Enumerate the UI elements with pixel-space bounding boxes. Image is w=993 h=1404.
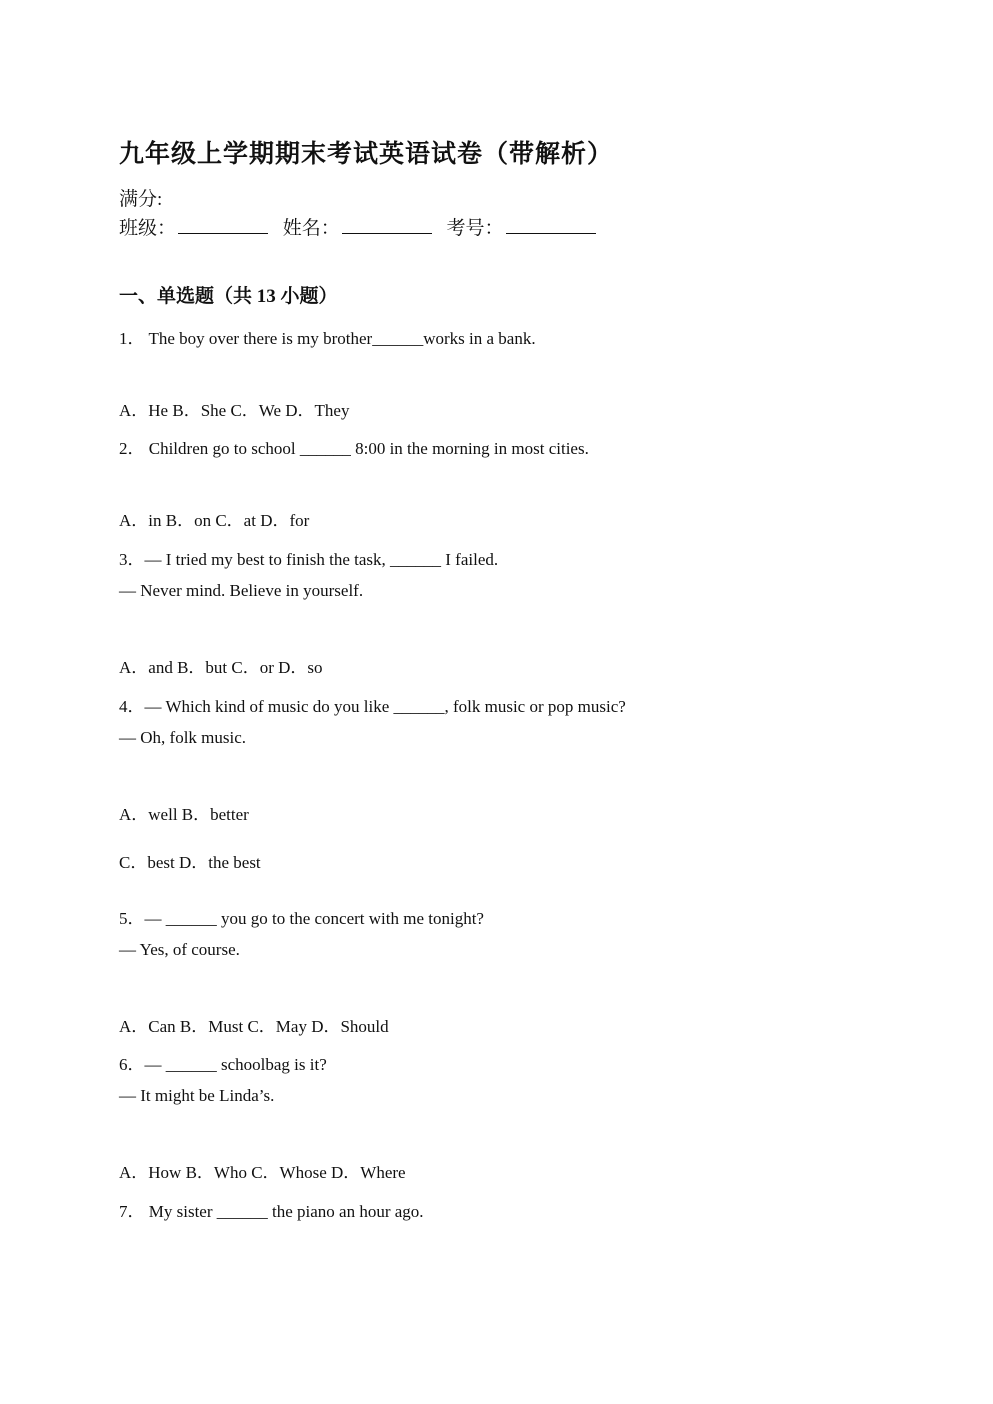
- class-blank: [178, 217, 268, 234]
- question-3: 3．— I tried my best to finish the task, ______ I failed.: [119, 550, 499, 569]
- question-6-options: A．How B．Who C．Whose D．Where: [119, 1163, 406, 1182]
- question-1: 1． The boy over there is my brother______works in a bank.: [119, 329, 536, 348]
- question-1-options: A．He B．She C．We D．They: [119, 401, 350, 420]
- id-label: 考号：: [446, 218, 504, 239]
- question-5: 5．— ______ you go to the concert with me tonight?: [119, 909, 484, 928]
- question-7: 7． My sister ______ the piano an hour ago.: [119, 1202, 424, 1221]
- name-blank: [342, 217, 432, 234]
- exam-title: 九年级上学期期末考试英语试卷（带解析）: [119, 141, 614, 168]
- section-heading: 一、单选题（共 13 小题）: [119, 286, 338, 307]
- student-info-row: [119, 213, 606, 240]
- question-4-reply: — Oh, folk music.: [119, 728, 247, 747]
- id-blank: [506, 217, 596, 234]
- question-4: 4．— Which kind of music do you like ______, folk music or pop music?: [119, 697, 626, 716]
- question-5-reply: — Yes, of course.: [119, 940, 240, 959]
- question-3-reply: — Never mind. Believe in yourself.: [119, 581, 364, 600]
- question-2: 2． Children go to school ______ 8:00 in the morning in most cities.: [119, 439, 589, 458]
- score-label: 满分:: [119, 189, 163, 210]
- question-6-reply: — It might be Linda’s.: [119, 1086, 275, 1105]
- question-6: 6．— ______ schoolbag is it?: [119, 1055, 327, 1074]
- question-5-options: A．Can B．Must C．May D．Should: [119, 1017, 389, 1036]
- name-label: 姓名：: [282, 218, 340, 239]
- question-4-options-cd: C．best D．the best: [119, 853, 261, 872]
- question-2-options: A．in B．on C．at D．for: [119, 511, 310, 530]
- class-label: 班级：: [119, 218, 177, 239]
- question-4-options-ab: A．well B．better: [119, 805, 249, 824]
- question-3-options: A．and B．but C．or D．so: [119, 658, 323, 677]
